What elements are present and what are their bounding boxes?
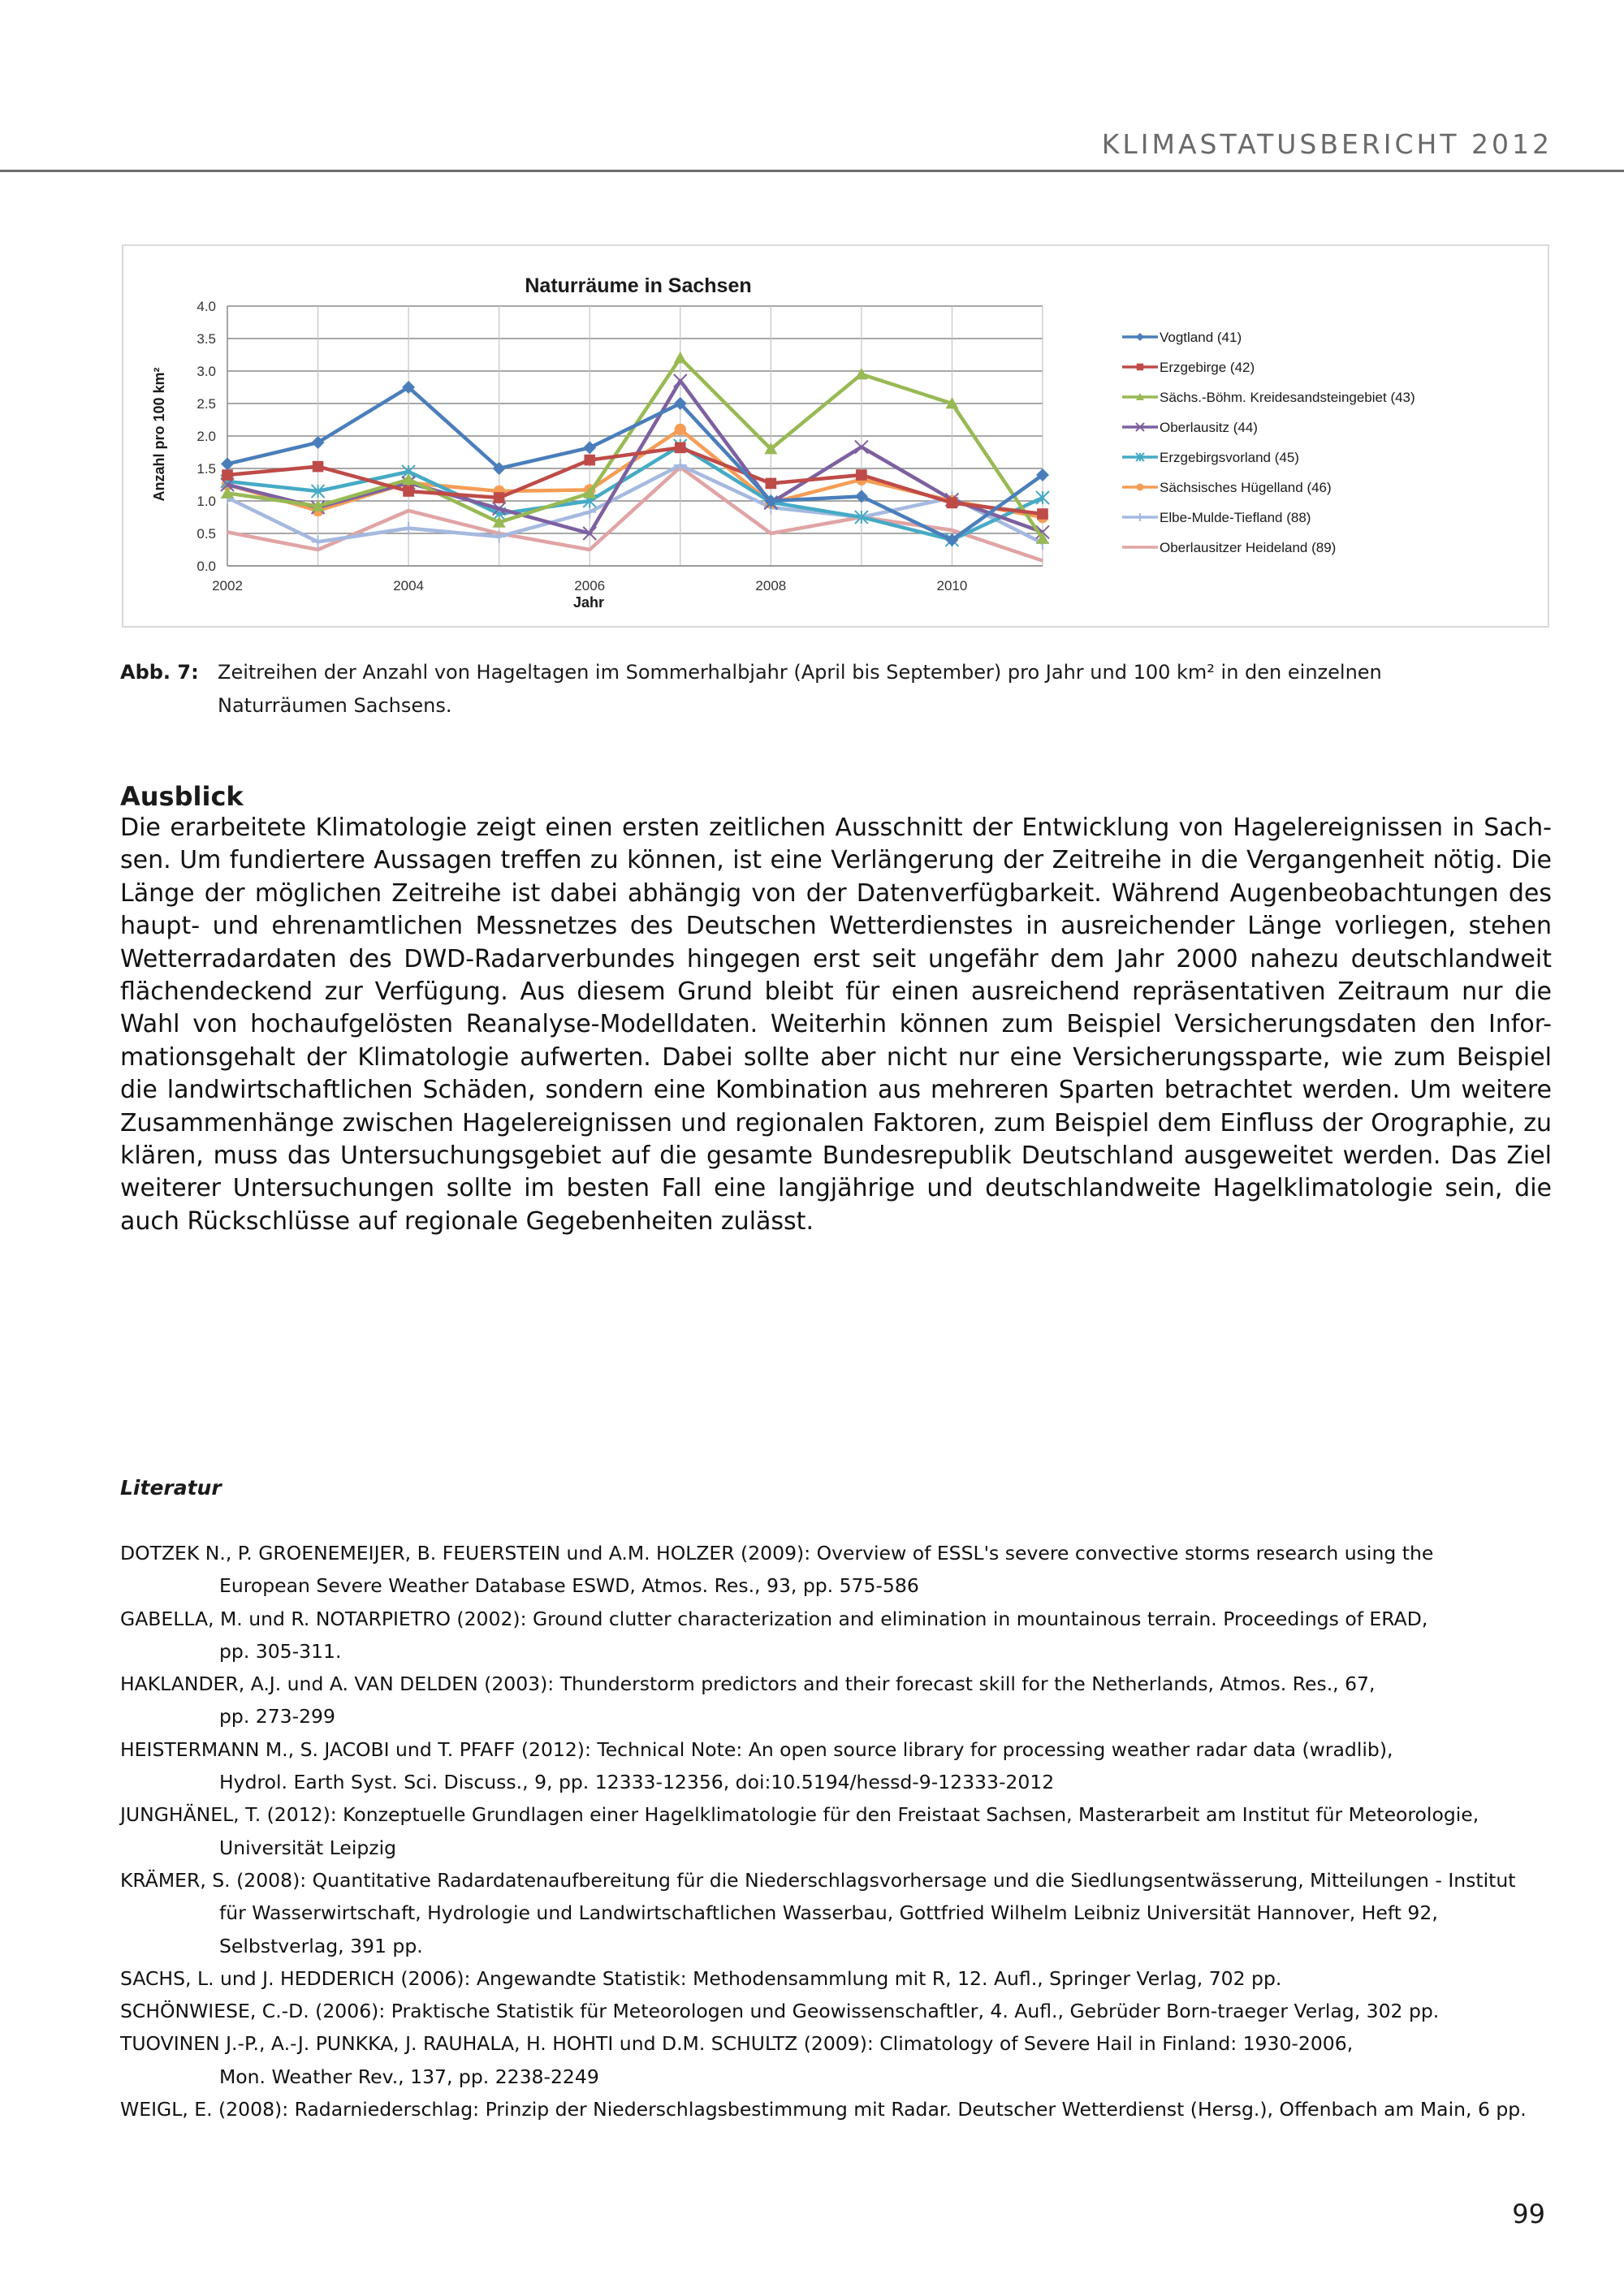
reference-first-line: HEISTERMANN M., S. JACOBI und T. PFAFF (2012): Technical Note: An open source library for processing weather radar data (wradlib),	[120, 1737, 1393, 1761]
reference-entry	[120, 1798, 1566, 1864]
reference-entry	[120, 2093, 1566, 2126]
reference-first-line: HAKLANDER, A.J. und A. VAN DELDEN (2003): Thunderstorm predictors and their forecast skill for the Netherlands, Atmos. Res., 67,	[120, 1672, 1376, 1696]
data-point-triangle	[855, 368, 868, 379]
body-text-line: die landwirtschaftlichen Schäden, sondern eine Kombination aus mehreren Sparten betrachtet werden. Um weitere	[120, 1076, 1552, 1105]
legend-item	[1122, 480, 1332, 495]
figure-caption	[120, 656, 1549, 723]
legend-item	[1122, 510, 1311, 525]
y-tick-label: 0.0	[197, 559, 216, 574]
reference-list	[120, 1537, 1566, 2126]
data-point-diamond	[1136, 333, 1144, 341]
data-point-square	[222, 469, 233, 481]
x-tick-label: 2008	[755, 578, 787, 593]
figure-caption-line-2: Naturräumen Sachsens.	[218, 694, 452, 717]
data-point-square	[856, 469, 867, 481]
data-point-square	[403, 486, 414, 497]
legend-label: Sächsisches Hügelland (46)	[1160, 480, 1332, 495]
y-axis-label: Anzahl pro 100 km²	[151, 367, 167, 502]
legend-label: Erzgebirgsvorland (45)	[1160, 450, 1299, 465]
y-tick-label: 2.5	[197, 396, 216, 412]
body-text-line: flächendeckend zur Verfügung. Aus diesem Grund bleibt für einen ausreichend repräsentativen Zeitraum nur die	[120, 978, 1552, 1007]
legend-label: Elbe-Mulde-Tiefland (88)	[1160, 510, 1311, 525]
body-text-line: Die erarbeitete Klimatologie zeigt einen ersten zeitlichen Ausschnitt der Entwicklung von Hagelereignissen in Sach-	[120, 814, 1552, 842]
reference-continuation-line: für Wasserwirtschaft, Hydrologie und Landwirtschaftlichen Wasserbau, Gottfried Wilhelm Leibniz Universität Hannover, Heft 92,	[219, 1901, 1438, 1925]
figure-caption-line-1: Zeitreihen der Anzahl von Hageltagen im Sommerhalbjahr (April bis September) pro Jahr und 100 km² in den einzelnen	[218, 661, 1382, 684]
data-point-triangle	[674, 352, 687, 363]
section-body-text	[120, 812, 1552, 1238]
x-axis-label: Jahr	[572, 594, 605, 611]
data-point-square	[766, 478, 777, 490]
page-number: 99	[1512, 2199, 1545, 2229]
reference-continuation-line: Hydrol. Earth Syst. Sci. Discuss., 9, pp. 12333-12356, doi:10.5194/hessd-9-12333-2012	[219, 1771, 1055, 1794]
reference-first-line: KRÄMER, S. (2008): Quantitative Radardatenaufbereitung für die Niederschlagsvorhersage und die Siedlungsentwässerung, Mitteilungen - Institut	[120, 1868, 1516, 1892]
body-text-line: haupt- und ehrenamtlichen Messnetzes des Deutschen Wetterdienstes in ausreichender Länge vorliegen, stehen	[120, 912, 1552, 941]
legend-label: Sächs.-Böhm. Kreidesandsteingebiet (43)	[1160, 390, 1415, 405]
series-sächs-böhm-kreidesandsteingebiet-43	[221, 352, 1049, 544]
series-vogtland-41	[221, 381, 1049, 546]
reference-first-line: SCHÖNWIESE, C.-D. (2006): Praktische Statistik für Meteorologen und Geowissenschaftler, 4. Aufl., Gebrüder Born-traeger Verlag, 302 pp.	[120, 2000, 1440, 2023]
y-tick-label: 3.5	[197, 331, 216, 347]
data-point-plus	[402, 522, 415, 535]
data-point-square	[313, 461, 324, 473]
y-tick-label: 2.0	[197, 429, 216, 444]
hail-days-line-chart	[123, 246, 1548, 626]
reference-first-line: WEIGL, E. (2008): Radarniederschlag: Prinzip der Niederschlagsbestimmung mit Radar. Deutscher Wetterdienst (Hersg.), Offenbach am Main, 6 pp.	[120, 2098, 1527, 2121]
reference-entry	[120, 1537, 1566, 1603]
reference-continuation-line: European Severe Weather Database ESWD, Atmos. Res., 93, pp. 575-586	[219, 1574, 919, 1598]
chart-frame	[122, 244, 1549, 628]
reference-continuation-line: Selbstverlag, 391 pp.	[219, 1934, 423, 1957]
reference-first-line: GABELLA, M. und R. NOTARPIETRO (2002): Ground clutter characterization and elimination in mountainous terrain. Proceedings of ERAD,	[120, 1607, 1428, 1630]
chart-title: Naturräume in Sachsen	[525, 274, 752, 297]
header-divider	[0, 170, 1624, 172]
data-point-circle	[1137, 484, 1144, 491]
legend-item	[1122, 360, 1255, 375]
reference-first-line: TUOVINEN J.-P., A.-J. PUNKKA, J. RAUHALA, H. HOHTI und D.M. SCHULTZ (2009): Climatology of Severe Hail in Finland: 1930-2006,	[120, 2032, 1354, 2056]
data-point-diamond	[583, 441, 596, 454]
legend-label: Oberlausitzer Heideland (89)	[1160, 540, 1337, 555]
series-oberlausitz-44	[221, 374, 1049, 540]
reference-continuation-line: pp. 273-299	[219, 1705, 335, 1728]
x-tick-label: 2004	[393, 578, 425, 593]
body-text-line: Wahl von hochaufgelösten Reanalyse-Modelldaten. Weiterhin können zum Beispiel Versicherungsdaten den Infor-	[120, 1010, 1552, 1039]
body-text-line: Zusammenhänge zwischen Hagelereignissen und regionalen Faktoren, zum Beispiel dem Einfluss der Orographie, zu	[120, 1108, 1552, 1137]
x-tick-label: 2010	[936, 578, 968, 593]
reference-continuation-line: pp. 305-311.	[219, 1639, 342, 1663]
y-tick-label: 0.5	[197, 526, 216, 542]
y-tick-label: 1.0	[197, 494, 216, 509]
reference-entry	[120, 1733, 1566, 1799]
legend-label: Oberlausitz (44)	[1160, 420, 1258, 435]
figure-label: Abb. 7:	[120, 661, 199, 684]
literature-heading: Literatur	[120, 1476, 222, 1500]
data-point-square	[1137, 364, 1144, 371]
data-point-square	[675, 442, 686, 454]
body-text-line: auch Rückschlüsse auf regionale Gegebenheiten zulässt.	[120, 1206, 814, 1236]
y-tick-label: 4.0	[197, 299, 216, 314]
reference-entry	[120, 2027, 1566, 2093]
running-header-title: KLIMASTATUSBERICHT 2012	[1101, 128, 1553, 160]
data-point-square	[1037, 508, 1048, 520]
y-tick-label: 3.0	[197, 364, 216, 379]
y-tick-label: 1.5	[197, 461, 216, 477]
reference-entry	[120, 1668, 1566, 1733]
reference-entry	[120, 1603, 1566, 1668]
reference-continuation-line: Universität Leipzig	[219, 1836, 397, 1859]
data-point-plus	[1136, 513, 1144, 521]
reference-first-line: JUNGHÄNEL, T. (2012): Konzeptuelle Grundlagen einer Hagelklimatologie für den Freistaat Sachsen, Masterarbeit am Institut für Meteorologie,	[120, 1803, 1479, 1827]
body-text-line: klären, muss das Untersuchungsgebiet auf die gesamte Bundesrepublik Deutschland ausgeweitet werden. Das Ziel	[120, 1142, 1552, 1171]
legend-item	[1122, 450, 1299, 465]
data-point-star	[1036, 491, 1049, 504]
reference-entry	[120, 1864, 1566, 1962]
reference-continuation-line: Mon. Weather Rev., 137, pp. 2238-2249	[219, 2065, 599, 2088]
body-text-line: Wetterradardaten des DWD-Radarverbundes hingegen erst seit ungefähr dem Jahr 2000 nahezu deutschlandweit	[120, 944, 1552, 973]
reference-entry	[120, 1962, 1566, 1995]
series-line	[227, 387, 1043, 540]
legend-item	[1122, 390, 1415, 405]
section-heading: Ausblick	[120, 781, 244, 812]
legend-label: Erzgebirge (42)	[1160, 360, 1255, 375]
reference-first-line: SACHS, L. und J. HEDDERICH (2006): Angewandte Statistik: Methodensammlung mit R, 12. Aufl., Springer Verlag, 702 pp.	[120, 1966, 1282, 1990]
data-point-square	[584, 455, 595, 466]
body-text-line: mationsgehalt der Klimatologie aufwerten. Dabei sollte aber nicht nur eine Versicherungssparte, wie zum Beispiel	[120, 1042, 1552, 1072]
legend-item	[1122, 540, 1336, 555]
x-tick-label: 2002	[212, 578, 243, 593]
data-point-square	[947, 498, 958, 509]
body-text-line: sen. Um fundiertere Aussagen treffen zu können, ist eine Verlängerung der Zeitreihe in die Vergangenheit nötig. Die	[120, 846, 1552, 875]
body-text-line: Länge der möglichen Zeitreihe ist dabei abhängig von der Datenverfügbarkeit. Während Augenbeobachtungen des	[120, 878, 1552, 908]
body-text-line: weiterer Untersuchungen sollte im besten Fall eine langjährige und deutschlandweite Hagelklimatologie sein, die	[120, 1174, 1552, 1203]
data-point-circle	[675, 424, 686, 435]
reference-first-line: DOTZEK N., P. GROENEMEIJER, B. FEUERSTEIN und A.M. HOLZER (2009): Overview of ESSL's severe convective storms research using the	[120, 1542, 1434, 1564]
legend-item	[1122, 330, 1242, 345]
data-point-square	[494, 492, 505, 503]
x-tick-label: 2006	[574, 578, 606, 593]
series-line	[227, 358, 1043, 538]
legend-item	[1122, 420, 1258, 435]
reference-entry	[120, 1995, 1566, 2027]
legend-label: Vogtland (41)	[1160, 330, 1242, 345]
